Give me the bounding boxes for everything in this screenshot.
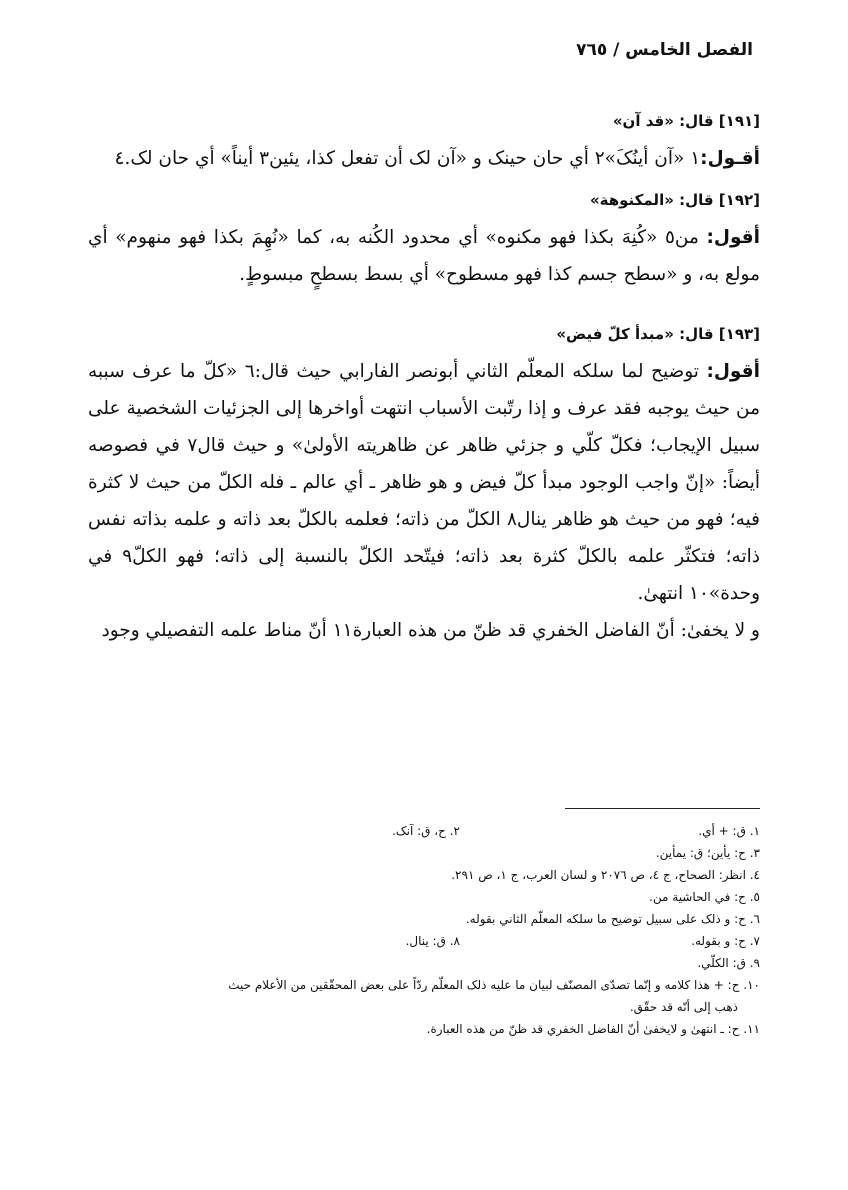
footnote-10-continued: ذهب إلى أنّه قد حقّق.	[629, 1000, 738, 1014]
footnote-row	[70, 930, 760, 952]
paragraph-text: من٥ «كُنِهَ بكذا فهو مكنوه» أي محدود الكُنه به، كما «نُهِمَ بكذا فهو منهوم» أي مولع به، و «سطح جسم كذا فهو مسطوح» أي بسط بسطحٍ مبسوطٍ.	[88, 227, 760, 285]
footnote-1: ١. ق: + أي.	[698, 824, 760, 838]
footnote-separator	[565, 808, 760, 809]
footnote-10: ١٠. ح: + هذا كلامه و إنّما تصدّى المصنّف لبيان ما عليه ذلک المعلّم ردّاً على بعض المحقّقين من الأعلام حيث	[228, 978, 760, 992]
footnote-8: ٨. ق: ينال.	[405, 934, 460, 948]
footnote-5: ٥. ح: في الحاشية من.	[649, 890, 760, 904]
paragraph-text: ١ «آن أينُکَ»٢ أي حان حينک و «آن لک أن تفعل كذا، يئين٣ أيناً» أي حان لک.٤	[114, 148, 701, 169]
footnote-9: ٩. ق: الكلّي.	[697, 956, 760, 970]
lead-word: أقول:	[706, 227, 761, 248]
section-193-title: [١٩٣] قال: «مبدأ كلّ فيض»	[556, 325, 760, 343]
section-192-title: [١٩٢] قال: «المكنوهة»	[589, 191, 760, 209]
footnotes	[70, 820, 760, 1040]
section-193-paragraph	[88, 353, 760, 612]
closing-paragraph: و لا يخفىٰ: أنّ الفاضل الخفري قد ظنّ من هذه العبارة١١ أنّ مناط علمه التفصيلي وجود	[101, 620, 760, 641]
footnote-7: ٧. ح: و بقوله.	[691, 934, 760, 948]
main-text	[88, 108, 760, 649]
section-192-paragraph	[88, 219, 760, 293]
paragraph-text: توضيح لما سلكه المعلّم الثاني أبونصر الفارابي حيث قال:٦ «كلّ ما عرف سببه من حيث يوجبه فقد عرف و إذا رتّبت الأسباب انتهت أواخرها إلى الجزئيات الشخصية على سبيل الإيجاب؛ فكلّ كلّي و جزئي ظاهر عن ظاهريته الأولىٰ» و حيث قال٧ في فصوصه أيضاً: «إنّ واجب الوجود مبدأ كلّ فيض و هو ظاهر ـ أي عالم ـ فله الكلّ من حيث لا كثرة فيه؛ فهو من حيث هو ظاهر ينال٨ الكلّ من ذاته؛ فعلمه بالكلّ بعد ذاته و علمه بذاته نفس ذاته؛ فتكثّر علمه بالكلّ كثرة بعد ذاته؛ فيتّحد الكلّ بالنسبة إلى ذاته؛ فهو الكلّ٩ في وحدة»١٠ انتهىٰ.	[88, 361, 761, 604]
running-head: الفصل الخامس / ٧٦٥	[576, 40, 753, 60]
lead-word: أقول:	[706, 361, 760, 382]
footnote-4: ٤. انظر: الصحاح، ج ٤، ص ٢٠٧٦ و لسان العرب، ج ١، ص ٢٩١.	[451, 868, 760, 882]
footnote-3: ٣. ح: يأين؛ ق: يمأين.	[655, 846, 760, 860]
footnote-6: ٦. ح: و ذلک على سبيل توضيح ما سلكه المعلّم الثاني بقوله.	[465, 912, 760, 926]
footnote-row	[70, 820, 760, 842]
section-191-title: [١٩١] قال: «قد آن»	[612, 112, 760, 130]
footnote-2: ٢. ح، ق: آنک.	[392, 824, 460, 838]
section-191-paragraph	[88, 140, 760, 177]
footnote-11: ١١. ح: ـ انتهىٰ و لايخفىٰ أنّ الفاضل الخفري قد ظنّ من هذه العبارة.	[426, 1022, 760, 1036]
lead-word: أقـول:	[700, 148, 760, 169]
